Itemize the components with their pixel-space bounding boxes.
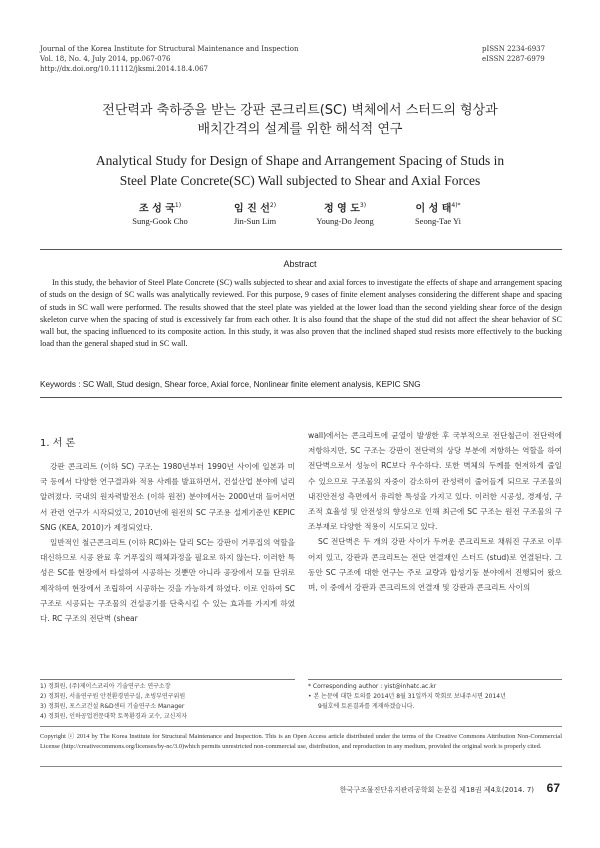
author-name-ko: 정 영 도 xyxy=(323,203,360,215)
body-column-right xyxy=(308,428,562,595)
corresponding-author: * Corresponding author : yist@inhatc.ac.kr xyxy=(308,683,437,690)
journal-name: Journal of the Korea Institute for Structural Maintenance and Inspection xyxy=(40,45,299,53)
keywords: Keywords : SC Wall, Stud design, Shear force, Axial force, Nonlinear finite element analysis, KEPIC SNG xyxy=(40,380,421,389)
issn-block xyxy=(482,44,545,64)
paragraph: SC 전단벽은 두 개의 강판 사이가 두꺼운 콘크리트로 채워진 구조로 이루어져 있고, 강판과 콘크리트는 전단 연결재인 스터드 (stud)로 연결된다. 그 동안 SC 구조에 대한 연구는 주로 교량과 합성기둥 분야에서 진행되어 왔으며, 이 중에서 강판과 콘크리트의 연결재 및 강판과 콘크리트 사이의 xyxy=(308,537,562,593)
journal-volume: Vol. 18, No. 4, July 2014, pp.067-076 xyxy=(40,55,171,63)
abstract-text: In this study, the behavior of Steel Plate Concrete (SC) walls subjected to shear and axial forces to investigate the effects of shape and arrangement spacing of studs on the design of SC walls was analytically reviewed. For this purpose, 9 cases of finite element analyses considering the different shape and spacing of studs in SC wall were performed. The results showed that the steel plate was yielded at the lower load than the second yielding shear force of the design skeleton curve when the spacing of stud is excessively far from each other. It is also found that the shape of the stud did not affect the shear behavior of SC wall but, the spacing influenced to its composite action. In this study, it was also proven that the inclined shaped stud resists more effectively to the bucking load than the general shaped stud in SC wall. xyxy=(40,278,562,349)
copyright-bottom-rule xyxy=(40,766,562,767)
abstract-bottom-rule xyxy=(40,397,562,398)
paragraph: wall)에서는 콘크리트에 균열이 발생한 후 국부적으로 전단철근이 전단력에 저항하지만, SC 구조는 강판이 전단력의 상당 부분에 저항하는 역할을 하여 전단벽으로서 성능이 RC보다 우수하다. 또한 벽체의 두께를 현저하게 줄일 수 있으므로 구조물의 자중이 감소하여 관성력이 줄어들게 되므로 구조물의 내진안전성 측면에서 유리한 특성을 가지고 있다. 이러한 시공성, 경제성, 구조적 효율성 및 안전성의 향상으로 인해 최근에 SC 구조는 원전 구조물의 구조부재로 다양한 적용이 시도되고 있다. xyxy=(308,431,562,532)
title-korean-line1: 전단력과 축하중을 받는 강판 콘크리트(SC) 벽체에서 스터드의 형상과 xyxy=(102,103,498,118)
author-name-en: Sung-Gook Cho xyxy=(132,216,188,227)
section-title: 1. 서 론 xyxy=(40,438,76,449)
footnotes-right xyxy=(308,682,562,712)
abstract-heading: Abstract xyxy=(283,259,317,269)
author-affiliation-mark: 4)* xyxy=(451,202,461,209)
author-name-en: Young-Do Jeong xyxy=(316,216,374,227)
author-name-ko: 조 성 국 xyxy=(138,203,175,215)
footnotes-left xyxy=(40,682,295,722)
eissn: eISSN 2287-6979 xyxy=(482,55,545,63)
doi-link[interactable]: http://dx.doi.org/10.11112/jksmi.2014.18.4.067 xyxy=(40,65,208,73)
footnote: 1) 정회원, (주)제이스코리아 기술연구소 연구소장 xyxy=(40,683,171,690)
discussion-note: • 본 논문에 대한 토의를 2014년 8월 31일까지 학회로 보내주시면 2014년 xyxy=(308,693,506,700)
footnote-rule-left xyxy=(40,679,295,680)
footnote: 3) 정회원, 포스코건설 R&D센터 기술연구소 Manager xyxy=(40,703,185,710)
copyright-rule xyxy=(40,726,562,727)
copyright-notice: Copyright ⓒ 2014 by The Korea Institute for Structural Maintenance and Inspection. This is an Open Access article distributed under the terms of the Creative Commons Attribution Non-Commercial License (http://creativecommons.org/licenses/by-nc/3.0)which permits unrestricted non-commercial use, distribution, and reproduction in any medium, provided the original work is properly cited. xyxy=(40,733,562,750)
title-english-line2: Steel Plate Concrete(SC) Wall subjected to Shear and Axial Forces xyxy=(119,173,481,188)
journal-header xyxy=(40,44,298,74)
footnote-rule-right xyxy=(308,679,562,680)
author-name-ko: 이 성 태 xyxy=(415,203,452,215)
footer-journal-issue: 한국구조물진단유지관리공학회 논문집 제18권 제4호(2014. 7) xyxy=(339,786,534,794)
pissn: pISSN 2234-6937 xyxy=(482,45,546,53)
title-korean-line2: 배치간격의 설계를 위한 해석적 연구 xyxy=(197,122,403,137)
page-number: 67 xyxy=(546,781,560,795)
body-column-left xyxy=(40,459,295,626)
author-affiliation-mark: 1) xyxy=(174,202,182,209)
author-affiliation-mark: 2) xyxy=(269,202,277,209)
paragraph: 일반적인 철근콘크리트 (이하 RC)와는 달리 SC는 강판이 거푸집의 역할을 대신하므로 시공 완료 후 거푸집의 해체과정을 필요로 하지 않는다. 이러한 특성은 SC를 현장에서 타설하여 시공하는 것뿐만 아니라 공장에서 모듈 단위로 제작하여 현장에서 조립하여 시공하는 것을 가능하게 하였다. 이로 인하여 SC구조로 시공되는 구조물의 건설공기를 단축시킬 수 있는 효과를 가지게 하였다. RC 구조의 전단벽 (shear xyxy=(40,538,295,624)
title-english-line1: Analytical Study for Design of Shape and Arrangement Spacing of Studs in xyxy=(95,153,505,168)
author-4 xyxy=(378,199,498,227)
paragraph: 강판 콘크리트 (이하 SC) 구조는 1980년부터 1990년 사이에 일본과 미국 등에서 다양한 연구결과와 적용 사례를 발표하면서, 건설산업 분야에 널리 알려졌다. 국내의 원자력발전소 (이하 원전) 분야에서는 2000년대 들어서면서 관련 연구가 시작되었고, 2010년에 원전의 SC 구조용 설계기준인 KEPIC SNG (KEA, 2010)가 제정되었다. xyxy=(40,462,295,532)
footnote: 2) 정회원, 서울연구원 안전환경연구실, 초빙부연구위원 xyxy=(40,693,186,700)
footnote: 4) 정회원, 인하공업전문대학 토목환경과 교수, 교신저자 xyxy=(40,713,188,720)
author-name-ko: 임 진 선 xyxy=(233,203,270,215)
author-name-en: Jin-Sun Lim xyxy=(233,216,277,227)
author-affiliation-mark: 3) xyxy=(359,202,367,209)
abstract-top-rule xyxy=(40,249,562,250)
discussion-note-cont: 9월호에 토론결과를 게재하겠습니다. xyxy=(318,703,415,710)
author-name-en: Seong-Tae Yi xyxy=(414,216,462,227)
